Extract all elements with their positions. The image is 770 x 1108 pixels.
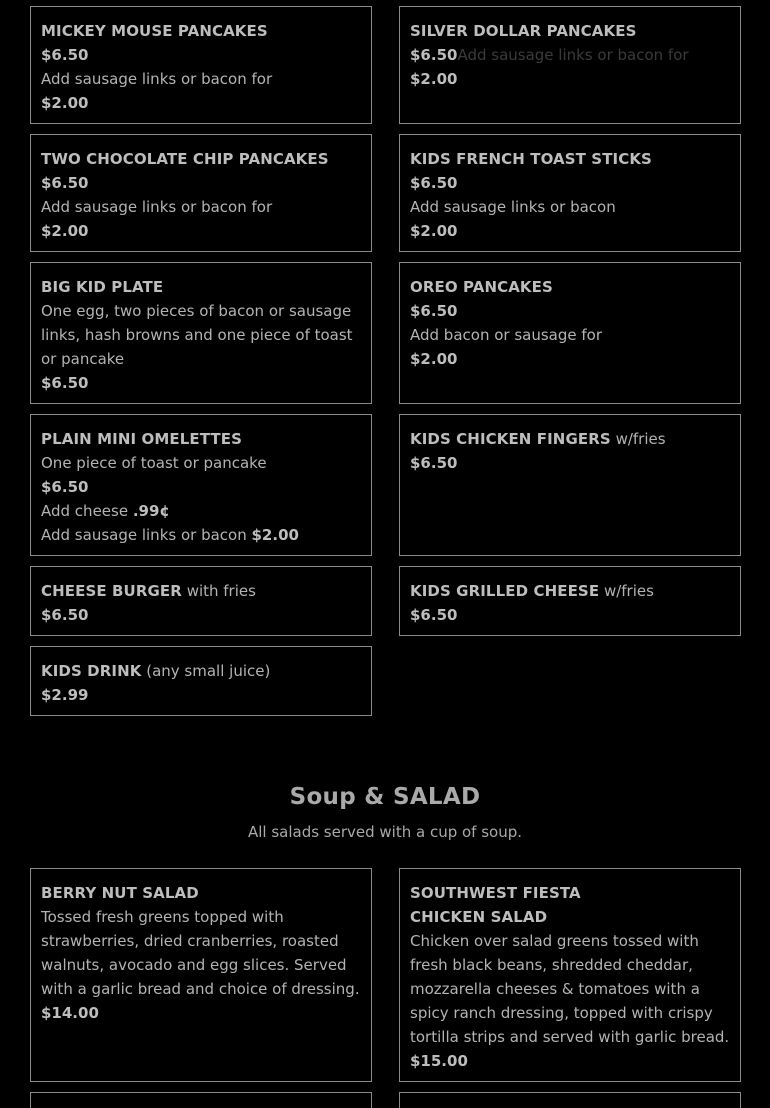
item-name: KIDS GRILLED CHEESE bbox=[410, 582, 600, 600]
menu-item-kids-grilled-cheese bbox=[399, 566, 741, 636]
item-price: $6.50 bbox=[41, 174, 89, 192]
menu-item-plain-mini-omelettes bbox=[30, 414, 372, 556]
item-note: (any small juice) bbox=[146, 662, 271, 680]
item-name: KIDS DRINK bbox=[41, 662, 142, 680]
item-name: MICKEY MOUSE PANCAKES bbox=[41, 22, 268, 40]
menu-item-partial bbox=[30, 1092, 372, 1108]
item-price: $6.50 bbox=[410, 46, 458, 64]
cheese-addon-label: Add cheese bbox=[41, 502, 129, 520]
item-addon-price: $2.00 bbox=[410, 70, 458, 88]
item-addon-price: $2.00 bbox=[410, 350, 458, 368]
item-description: Chicken over salad greens tossed with fresh black beans, shredded cheddar, mozzarella cheeses & tomatoes with a spicy ranch dressing, topped with crispy tortilla strips and served with garlic bread. bbox=[410, 932, 730, 1046]
item-description: One piece of toast or pancake bbox=[41, 454, 267, 472]
item-description: One egg, two pieces of bacon or sausage links, hash browns and one piece of toast or pancake bbox=[41, 302, 353, 368]
menu-item-partial bbox=[399, 1092, 741, 1108]
item-price: $6.50 bbox=[41, 606, 89, 624]
sausage-addon-label: Add sausage links or bacon bbox=[41, 526, 247, 544]
item-description: Tossed fresh greens topped with strawberries, dried cranberries, roasted walnuts, avocado and egg slices. Served with a garlic bread and choice of dressing. bbox=[41, 908, 360, 998]
item-name-line1: SOUTHWEST FIESTA bbox=[410, 884, 581, 902]
item-note: w/fries bbox=[615, 430, 666, 448]
item-addon: Add sausage links or bacon for bbox=[41, 198, 273, 216]
item-price: $6.50 bbox=[410, 302, 458, 320]
section-title: Soup & SALAD bbox=[289, 784, 481, 810]
menu-item-southwest-fiesta-chicken-salad bbox=[399, 868, 741, 1082]
item-addon: Add sausage links or bacon bbox=[410, 198, 616, 216]
item-name: BIG KID PLATE bbox=[41, 278, 164, 296]
item-addon-price: $2.00 bbox=[41, 94, 89, 112]
item-name: OREO PANCAKES bbox=[410, 278, 553, 296]
item-addon-price: $2.00 bbox=[410, 222, 458, 240]
item-price: $15.00 bbox=[410, 1052, 468, 1070]
item-note: w/fries bbox=[603, 582, 654, 600]
menu-item-silver-dollar-pancakes bbox=[399, 6, 741, 124]
sausage-addon-price: $2.00 bbox=[251, 526, 299, 544]
menu-item-big-kid-plate bbox=[30, 262, 372, 404]
menu-item-kids-chicken-fingers bbox=[399, 414, 741, 556]
item-note: with fries bbox=[186, 582, 256, 600]
item-name: CHEESE BURGER bbox=[41, 582, 182, 600]
item-name: PLAIN MINI OMELETTES bbox=[41, 430, 242, 448]
menu-item-oreo-pancakes bbox=[399, 262, 741, 404]
menu-item-cheese-burger bbox=[30, 566, 372, 636]
item-price: $6.50 bbox=[410, 174, 458, 192]
item-name: TWO CHOCOLATE CHIP PANCAKES bbox=[41, 150, 329, 168]
item-name-line2: CHICKEN SALAD bbox=[410, 908, 548, 926]
item-name: KIDS FRENCH TOAST STICKS bbox=[410, 150, 652, 168]
menu-item-mickey-mouse-pancakes bbox=[30, 6, 372, 124]
item-price: $6.50 bbox=[41, 46, 89, 64]
item-name: BERRY NUT SALAD bbox=[41, 884, 199, 902]
item-addon-faded: Add sausage links or bacon for bbox=[457, 46, 689, 64]
menu-item-kids-french-toast-sticks bbox=[399, 134, 741, 252]
item-addon-price: $2.00 bbox=[41, 222, 89, 240]
menu-item-kids-drink bbox=[30, 646, 372, 716]
item-price: $2.99 bbox=[41, 686, 89, 704]
item-price: $6.50 bbox=[41, 478, 89, 496]
item-name: KIDS CHICKEN FINGERS bbox=[410, 430, 611, 448]
item-addon: Add sausage links or bacon for bbox=[41, 70, 273, 88]
menu-item-chocolate-chip-pancakes bbox=[30, 134, 372, 252]
item-price: $14.00 bbox=[41, 1004, 99, 1022]
item-price: $6.50 bbox=[410, 454, 458, 472]
cheese-addon-price: .99¢ bbox=[132, 502, 170, 520]
menu-item-berry-nut-salad bbox=[30, 868, 372, 1082]
item-name: SILVER DOLLAR PANCAKES bbox=[410, 22, 637, 40]
item-addon: Add bacon or sausage for bbox=[410, 326, 602, 344]
item-price: $6.50 bbox=[410, 606, 458, 624]
item-price: $6.50 bbox=[41, 374, 89, 392]
section-subtitle: All salads served with a cup of soup. bbox=[247, 823, 523, 841]
